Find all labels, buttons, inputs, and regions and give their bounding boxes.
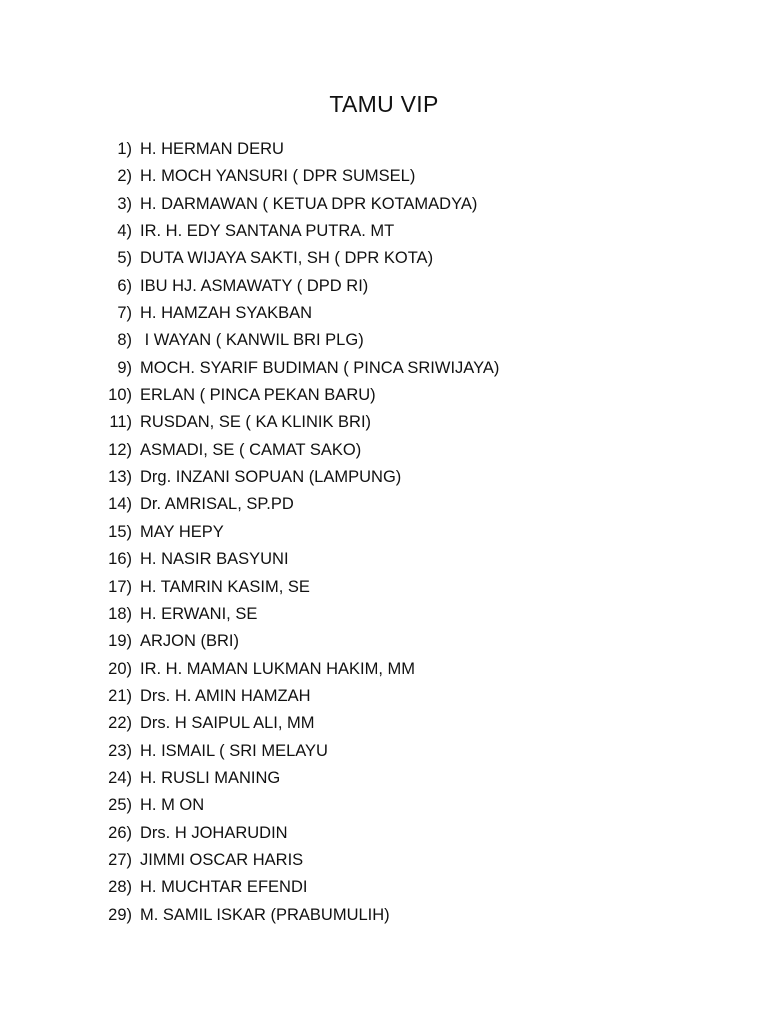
list-item-number: 4): [117, 222, 132, 241]
list-item-number: 13): [108, 468, 132, 487]
list-item: [0, 765, 768, 792]
list-item: [0, 437, 768, 464]
list-item-number: 27): [108, 850, 132, 869]
list-item: [0, 656, 768, 683]
list-item-name: H. ISMAIL ( SRI MELAYU: [140, 741, 328, 760]
list-item-number: 6): [117, 276, 132, 295]
page-title: TAMU VIP: [329, 91, 439, 117]
list-item-name: DUTA WIJAYA SAKTI, SH ( DPR KOTA): [140, 249, 434, 268]
list-item-name: Drs. H JOHARUDIN: [140, 823, 288, 842]
list-item: [0, 464, 768, 491]
list-item-number: 29): [108, 905, 132, 924]
list-item-name: Drs. H SAIPUL ALI, MM: [140, 714, 315, 733]
list-item: [0, 519, 768, 546]
list-item: [0, 327, 768, 354]
list-item-number: 2): [117, 167, 132, 186]
list-item-number: 5): [117, 249, 132, 268]
list-item-name: H. NASIR BASYUNI: [140, 550, 289, 569]
list-item-number: 18): [108, 604, 132, 623]
list-item-number: 10): [108, 386, 132, 405]
list-item: [0, 820, 768, 847]
list-item: [0, 683, 768, 710]
list-item-number: 7): [117, 304, 132, 323]
list-item-name: H. ERWANI, SE: [140, 604, 258, 623]
list-item-name: ASMADI, SE ( CAMAT SAKO): [140, 440, 362, 459]
list-item: [0, 738, 768, 765]
list-item-number: 3): [117, 194, 132, 213]
list-item: [0, 382, 768, 409]
list-item: [0, 409, 768, 436]
list-item-name: ARJON (BRI): [140, 632, 239, 651]
list-item-number: 9): [117, 358, 132, 377]
list-item-name: Dr. AMRISAL, SP.PD: [140, 495, 294, 514]
list-item-number: 28): [108, 878, 132, 897]
guest-list: [0, 136, 768, 929]
list-item-number: 22): [108, 714, 132, 733]
list-item-number: 23): [108, 741, 132, 760]
list-item: [0, 218, 768, 245]
list-item-number: 21): [108, 686, 132, 705]
list-item: [0, 191, 768, 218]
list-item-name: IBU HJ. ASMAWATY ( DPD RI): [140, 276, 369, 295]
list-item-name: H. MUCHTAR EFENDI: [140, 878, 308, 897]
list-item-name: H. DARMAWAN ( KETUA DPR KOTAMADYA): [140, 194, 478, 213]
list-item-name: H. HERMAN DERU: [140, 140, 284, 158]
list-item: [0, 874, 768, 901]
list-item: [0, 847, 768, 874]
list-item-name: H. HAMZAH SYAKBAN: [140, 304, 313, 323]
list-item-name: MOCH. SYARIF BUDIMAN ( PINCA SRIWIJAYA): [140, 358, 500, 377]
list-item: [0, 902, 768, 929]
list-item: [0, 574, 768, 601]
list-item: [0, 273, 768, 300]
list-item-name: IR. H. MAMAN LUKMAN HAKIM, MM: [140, 659, 416, 678]
list-item: [0, 491, 768, 518]
list-item-name: H. RUSLI MANING: [140, 768, 281, 787]
list-item: [0, 355, 768, 382]
list-item-name: IR. H. EDY SANTANA PUTRA. MT: [140, 222, 395, 241]
list-item-number: 14): [108, 495, 132, 514]
list-item: [0, 710, 768, 737]
list-item-name: MAY HEPY: [140, 522, 224, 541]
list-item-number: 24): [108, 768, 132, 787]
list-item: [0, 136, 768, 163]
list-item: [0, 245, 768, 272]
list-item: [0, 628, 768, 655]
list-item-number: 20): [108, 659, 132, 678]
list-item-number: 8): [117, 331, 132, 350]
list-item: [0, 601, 768, 628]
list-item-number: 25): [108, 796, 132, 815]
list-item: [0, 300, 768, 327]
list-item-number: 19): [108, 632, 132, 651]
list-item-name: Drg. INZANI SOPUAN (LAMPUNG): [140, 468, 402, 487]
list-item-number: 12): [108, 440, 132, 459]
list-item-name: H. MOCH YANSURI ( DPR SUMSEL): [140, 167, 416, 186]
list-item-number: 11): [109, 413, 132, 432]
list-item-number: 17): [108, 577, 132, 596]
list-item-name: JIMMI OSCAR HARIS: [140, 850, 304, 869]
list-item: [0, 546, 768, 573]
list-item-number: 15): [108, 522, 132, 541]
list-item-name: H. TAMRIN KASIM, SE: [140, 577, 310, 596]
list-item-number: 1): [117, 140, 132, 158]
list-item-name: ERLAN ( PINCA PEKAN BARU): [140, 386, 376, 405]
list-item-name: RUSDAN, SE ( KA KLINIK BRI): [140, 413, 372, 432]
list-item-name: I WAYAN ( KANWIL BRI PLG): [140, 331, 364, 350]
list-item-number: 26): [108, 823, 132, 842]
list-item: [0, 163, 768, 190]
list-item-name: Drs. H. AMIN HAMZAH: [140, 686, 311, 705]
list-item-name: H. M ON: [140, 796, 205, 815]
list-item: [0, 792, 768, 819]
list-item-number: 16): [108, 550, 132, 569]
list-item-name: M. SAMIL ISKAR (PRABUMULIH): [140, 905, 390, 924]
